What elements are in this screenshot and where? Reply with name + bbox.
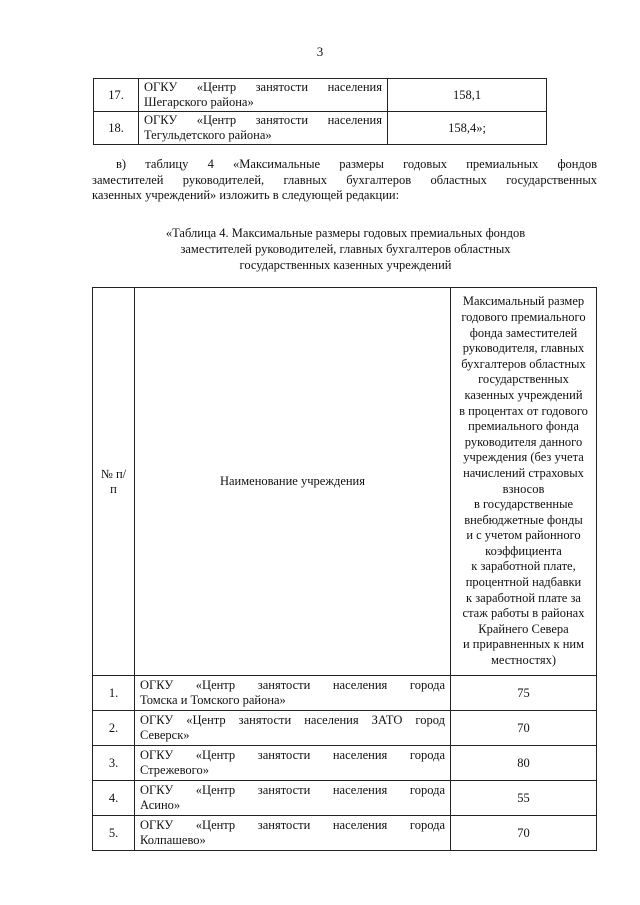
header-max-size-line: учреждения (без учета bbox=[463, 450, 584, 465]
header-max-size-line: казенных учреждений bbox=[464, 387, 583, 402]
caption-line2: заместителей руководителей, главных бухгалтеров областных bbox=[180, 242, 511, 256]
row-number: 1. bbox=[93, 676, 135, 711]
header-max-size-line: государственных bbox=[478, 372, 569, 387]
header-max-size-line: и с учетом районного bbox=[466, 528, 581, 543]
institution-name-line2: Колпашево» bbox=[140, 833, 206, 847]
bonus-fund-value: 70 bbox=[451, 711, 597, 746]
header-max-size-line: руководителя, главных bbox=[462, 341, 585, 356]
row-number: 2. bbox=[93, 711, 135, 746]
bonus-fund-value: 158,1 bbox=[388, 79, 547, 112]
bonus-fund-value: 75 bbox=[451, 676, 597, 711]
continued-table bbox=[93, 78, 547, 145]
institution-name-line1: ОГКУ «Центр занятости населения города bbox=[140, 783, 445, 797]
header-max-size-line: фонда заместителей bbox=[469, 325, 578, 340]
table-row bbox=[93, 711, 597, 746]
bonus-fund-value: 80 bbox=[451, 746, 597, 781]
institution-name bbox=[135, 746, 451, 781]
institution-name-line1: ОГКУ «Центр занятости населения ЗАТО город bbox=[140, 713, 445, 727]
header-max-size-line: годового премиального bbox=[461, 309, 586, 324]
bonus-fund-table bbox=[92, 287, 597, 851]
page-number: 3 bbox=[316, 44, 324, 59]
bonus-fund-value: 158,4»; bbox=[388, 112, 547, 145]
header-max-size-line: к заработной плате за bbox=[466, 590, 581, 605]
institution-name-line1: ОГКУ «Центр занятости населения города bbox=[140, 818, 445, 832]
header-max-size-line: Крайнего Севера bbox=[478, 621, 569, 636]
institution-name-line2: Шегарского района» bbox=[144, 95, 254, 109]
header-max-size-line: местностях) bbox=[490, 653, 557, 668]
institution-name-line2: Северск» bbox=[140, 728, 190, 742]
header-max-size bbox=[451, 288, 597, 676]
row-number: 18. bbox=[94, 112, 139, 145]
header-number: № п/п bbox=[93, 288, 135, 676]
institution-name-line1: ОГКУ «Центр занятости населения города bbox=[140, 748, 445, 762]
header-max-size-line: к заработной плате, bbox=[471, 559, 576, 574]
header-max-size-line: бухгалтеров областных bbox=[461, 356, 586, 371]
row-number: 4. bbox=[93, 781, 135, 816]
caption-line1: «Таблица 4. Максимальные размеры годовых премиальных фондов bbox=[165, 226, 526, 240]
header-max-size-line: руководителя данного bbox=[464, 434, 583, 449]
row-number: 17. bbox=[94, 79, 139, 112]
institution-name-line1: ОГКУ «Центр занятости населения bbox=[144, 113, 382, 127]
institution-name bbox=[139, 112, 388, 145]
instruction-line1: в) таблицу 4 «Максимальные размеры годовых премиальных фондов bbox=[116, 157, 597, 171]
institution-name bbox=[135, 816, 451, 851]
header-institution-name: Наименование учреждения bbox=[135, 288, 451, 676]
header-max-size-line: и приравненных к ним bbox=[462, 637, 585, 652]
caption-line3: государственных казенных учреждений bbox=[239, 258, 452, 272]
instruction-line3: казенных учреждений» изложить в следующей редакции: bbox=[92, 188, 400, 202]
table-caption bbox=[93, 225, 598, 273]
institution-name bbox=[135, 676, 451, 711]
bonus-fund-value: 70 bbox=[451, 816, 597, 851]
institution-name-line1: ОГКУ «Центр занятости населения bbox=[144, 80, 382, 94]
table-row bbox=[94, 79, 547, 112]
header-max-size-line: взносов bbox=[502, 481, 545, 496]
institution-name-line2: Стрежевого» bbox=[140, 763, 209, 777]
institution-name-line1: ОГКУ «Центр занятости населения города bbox=[140, 678, 445, 692]
header-max-size-line: в процентах от годового bbox=[459, 403, 588, 418]
table-header-row bbox=[93, 288, 597, 676]
institution-name bbox=[135, 781, 451, 816]
institution-name-line2: Тегульдетского района» bbox=[144, 128, 272, 142]
table-row bbox=[93, 816, 597, 851]
header-max-size-line: Максимальный размер bbox=[462, 294, 585, 309]
row-number: 5. bbox=[93, 816, 135, 851]
institution-name-line2: Асино» bbox=[140, 798, 181, 812]
header-max-size-line: коэффициента bbox=[485, 543, 562, 558]
header-max-size-line: процентной надбавки bbox=[465, 575, 582, 590]
row-number: 3. bbox=[93, 746, 135, 781]
instruction-line2: заместителей руководителей, главных бухгалтеров областных государственных bbox=[92, 172, 597, 187]
instruction-paragraph bbox=[92, 157, 597, 204]
header-max-size-line: стаж работы в районах bbox=[462, 606, 585, 621]
bonus-fund-value: 55 bbox=[451, 781, 597, 816]
institution-name bbox=[135, 711, 451, 746]
header-max-size-line: в государственные bbox=[473, 497, 574, 512]
header-max-size-line: начислений страховых bbox=[463, 465, 584, 480]
table-row bbox=[93, 781, 597, 816]
table-row bbox=[94, 112, 547, 145]
institution-name-line2: Томска и Томского района» bbox=[140, 693, 286, 707]
header-max-size-line: премиального фонда bbox=[468, 419, 579, 434]
institution-name bbox=[139, 79, 388, 112]
table-row bbox=[93, 746, 597, 781]
header-max-size-lines bbox=[455, 294, 592, 668]
table-row bbox=[93, 676, 597, 711]
header-max-size-line: внебюджетные фонды bbox=[464, 512, 583, 527]
